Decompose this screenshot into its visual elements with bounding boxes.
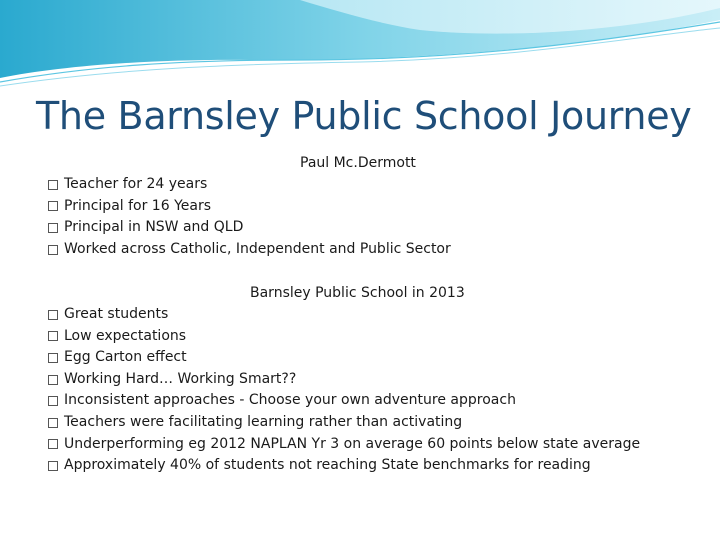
checkbox-bullet-icon (48, 439, 58, 449)
list-item: Principal for 16 Years (48, 196, 451, 218)
section-heading-presenter: Paul Mc.Dermott (300, 155, 416, 171)
list-item: Worked across Catholic, Independent and Public Sector (48, 239, 451, 261)
checkbox-bullet-icon (48, 375, 58, 385)
wave-banner (0, 0, 720, 90)
slide-title: The Barnsley Public School Journey (36, 94, 692, 138)
list-item: Egg Carton effect (48, 347, 640, 369)
checkbox-bullet-icon (48, 310, 58, 320)
presenter-bullet-list (48, 174, 451, 260)
list-item: Underperforming eg 2012 NAPLAN Yr 3 on average 60 points below state average (48, 434, 640, 456)
school-bullet-list (48, 304, 640, 477)
list-item: Teachers were facilitating learning rather than activating (48, 412, 640, 434)
list-item: Principal in NSW and QLD (48, 217, 451, 239)
list-item: Teacher for 24 years (48, 174, 451, 196)
list-item: Inconsistent approaches - Choose your own adventure approach (48, 390, 640, 412)
checkbox-bullet-icon (48, 418, 58, 428)
checkbox-bullet-icon (48, 201, 58, 211)
list-item: Working Hard… Working Smart?? (48, 369, 640, 391)
section-heading-school: Barnsley Public School in 2013 (250, 285, 465, 301)
checkbox-bullet-icon (48, 331, 58, 341)
checkbox-bullet-icon (48, 180, 58, 190)
list-item: Great students (48, 304, 640, 326)
list-item: Low expectations (48, 326, 640, 348)
checkbox-bullet-icon (48, 245, 58, 255)
checkbox-bullet-icon (48, 353, 58, 363)
checkbox-bullet-icon (48, 396, 58, 406)
list-item: Approximately 40% of students not reaching State benchmarks for reading (48, 455, 640, 477)
checkbox-bullet-icon (48, 223, 58, 233)
checkbox-bullet-icon (48, 461, 58, 471)
